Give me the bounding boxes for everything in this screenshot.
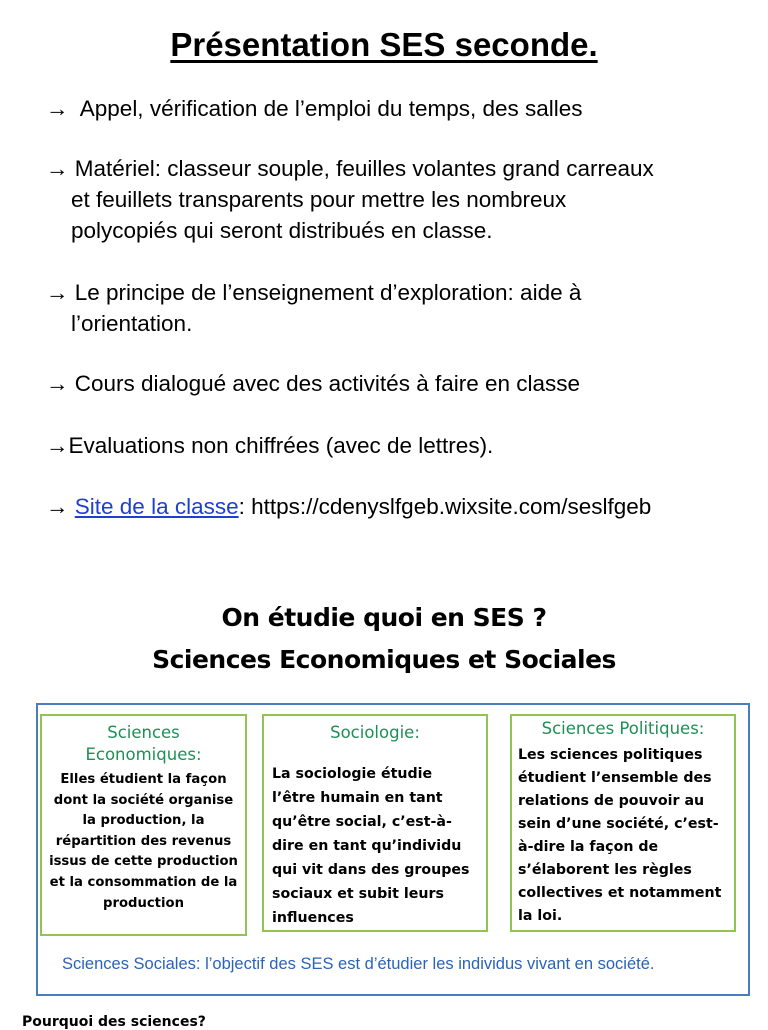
- bullet-cours: [46, 368, 746, 399]
- card-politique: [510, 714, 736, 932]
- card-sociologie-body: La sociologie étudie l’être humain en tant qu’être social, c’est-à-dire en tant qu’individu qui vit dans des groupes sociaux et subit leurs influences: [272, 766, 470, 926]
- bullet-materiel-line-2: et feuillets transparents pour mettre les nombreux: [71, 187, 567, 212]
- next-heading-cut: Pourquoi des sciences?: [22, 1014, 206, 1030]
- arrow-right-icon: →: [46, 494, 69, 519]
- arrow-right-icon: →: [46, 156, 69, 181]
- card-economie-body: Elles étudient la façon dont la société organise la production, la répartition des revenus issus de cette production et la consommation de la production: [49, 772, 238, 911]
- bullet-evaluations-text: Evaluations non chiffrées (avec de lettres).: [68, 433, 494, 458]
- bullet-appel: [46, 93, 746, 124]
- card-economie: [40, 714, 247, 936]
- bullet-site: [46, 491, 746, 522]
- bullet-appel-text: Appel, vérification de l’emploi du temps, des salles: [79, 96, 583, 121]
- bullet-materiel-line-3: polycopiés qui seront distribués en classe.: [71, 218, 493, 243]
- sciences-sociales-note: Sciences Sociales: l’objectif des SES est d’étudier les individus vivant en société.: [62, 955, 655, 973]
- site-url: : https://cdenyslfgeb.wixsite.com/seslfgeb: [238, 494, 652, 519]
- section-heading: On étudie quoi en SES ?: [221, 603, 547, 632]
- card-sociologie: [262, 714, 488, 932]
- bullet-materiel-line-1: Matériel: classeur souple, feuilles volantes grand carreaux: [74, 156, 654, 181]
- arrow-right-icon: →: [46, 96, 69, 121]
- arrow-right-icon: →: [46, 371, 69, 396]
- bullet-principe-line-2: l’orientation.: [71, 311, 193, 336]
- bullet-principe-line-1: Le principe de l’enseignement d’exploration: aide à: [74, 280, 582, 305]
- card-economie-title: Sciences Economiques:: [85, 723, 202, 764]
- bullet-evaluations: [46, 430, 746, 461]
- card-sociologie-title: Sociologie:: [330, 723, 420, 742]
- bullet-principe: [46, 277, 746, 339]
- page-title: Présentation SES seconde.: [170, 26, 598, 63]
- site-link[interactable]: Site de la classe: [74, 494, 239, 519]
- arrow-right-icon: →: [46, 433, 69, 458]
- arrow-right-icon: →: [46, 280, 69, 305]
- card-politique-title: Sciences Politiques:: [541, 719, 705, 738]
- card-politique-body: Les sciences politiques étudient l’ensemble des relations de pouvoir au sein d’une société, c’est-à-dire la façon de s’élaborent les règles collectives et notamment la loi.: [518, 747, 722, 924]
- bullet-materiel: [46, 153, 746, 246]
- section-subheading: Sciences Economiques et Sociales: [152, 645, 616, 674]
- bullet-cours-text: Cours dialogué avec des activités à faire en classe: [74, 371, 581, 396]
